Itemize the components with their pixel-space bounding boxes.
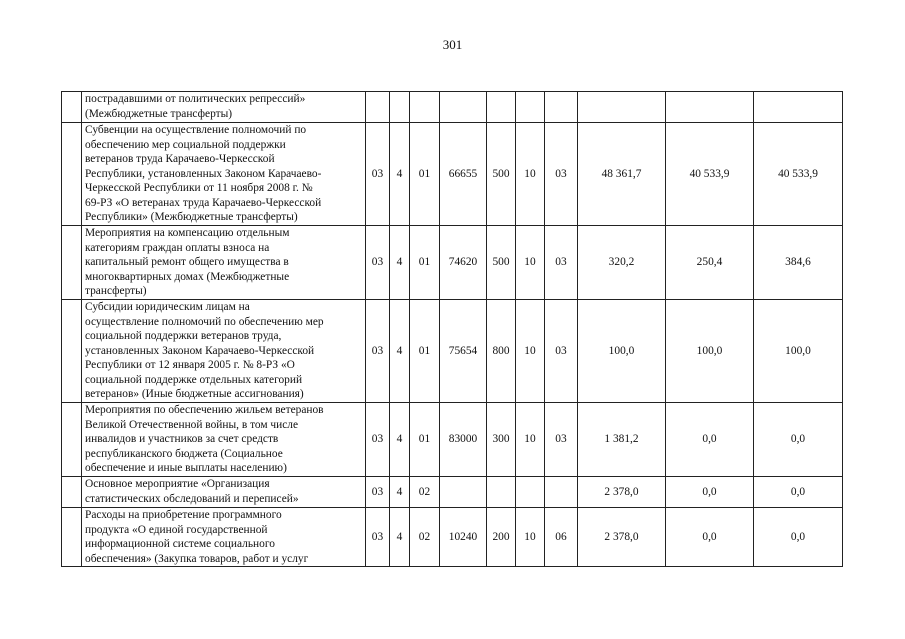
description-line: трансферты): [85, 285, 147, 297]
description-cell: [82, 477, 366, 508]
code-subprogram-cell: 02: [410, 477, 440, 508]
code-section-cell: 03: [366, 508, 390, 567]
code-program-cell: 4: [390, 226, 410, 300]
amount-year-1-cell: 48 361,7: [578, 123, 666, 226]
amount-year-3-cell: [754, 92, 843, 123]
description-line: пострадавшими от политических репрессий»: [85, 93, 306, 105]
amount-year-3-cell: 384,6: [754, 226, 843, 300]
description-line: ветеранов» (Иные бюджетные ассигнования): [85, 388, 304, 400]
code-direction-cell: 66655: [440, 123, 487, 226]
code-chapter-cell: 10: [516, 226, 545, 300]
table-row: [62, 508, 843, 567]
description-line: продукта «О единой государственной: [85, 523, 268, 536]
amount-year-2-cell: 0,0: [666, 477, 754, 508]
amount-year-1-cell: [578, 92, 666, 123]
code-program-cell: 4: [390, 300, 410, 403]
description-line: Республики» (Межбюджетные трансферты): [85, 211, 298, 223]
code-direction-cell: 74620: [440, 226, 487, 300]
amount-year-2-cell: 0,0: [666, 403, 754, 477]
description-line: обеспечению мер социальной поддержки: [85, 138, 286, 151]
description-line: многоквартирных домах (Межбюджетные: [85, 270, 290, 283]
amount-year-1-cell: 100,0: [578, 300, 666, 403]
code-expense-type-cell: 200: [487, 508, 516, 567]
amount-year-2-cell: 250,4: [666, 226, 754, 300]
code-expense-type-cell: [487, 477, 516, 508]
code-section-cell: 03: [366, 226, 390, 300]
description-line: категориям граждан оплаты взноса на: [85, 241, 270, 254]
code-program-cell: 4: [390, 477, 410, 508]
row-number-cell: [62, 403, 82, 477]
code-direction-cell: [440, 92, 487, 123]
description-line: статистических обследований и переписей»: [85, 492, 299, 505]
code-expense-type-cell: 300: [487, 403, 516, 477]
code-subprogram-cell: 02: [410, 508, 440, 567]
amount-year-2-cell: 100,0: [666, 300, 754, 403]
description-cell: [82, 403, 366, 477]
description-line: социальной поддержке отдельных категорий: [85, 373, 303, 386]
code-direction-cell: 83000: [440, 403, 487, 477]
description-line: осуществление полномочий по обеспечению мер: [85, 315, 324, 328]
code-subsection-cell: 03: [545, 300, 578, 403]
table-row: [62, 92, 843, 123]
code-program-cell: 4: [390, 508, 410, 567]
description-line: капитальный ремонт общего имущества в: [85, 256, 289, 268]
amount-year-2-cell: [666, 92, 754, 123]
row-number-cell: [62, 92, 82, 123]
description-line: Субвенции на осуществление полномочий по: [85, 124, 307, 136]
description-line: Республики, установленных Законом Карачаево-: [85, 167, 322, 180]
description-line: установленных Законом Карачаево-Черкесской: [85, 344, 315, 357]
row-number-cell: [62, 123, 82, 226]
code-program-cell: [390, 92, 410, 123]
table-body: [62, 92, 843, 567]
code-subprogram-cell: 01: [410, 403, 440, 477]
amount-year-2-cell: 0,0: [666, 508, 754, 567]
code-subsection-cell: [545, 92, 578, 123]
description-cell: [82, 92, 366, 123]
amount-year-1-cell: 2 378,0: [578, 508, 666, 567]
description-cell: [82, 226, 366, 300]
code-chapter-cell: 10: [516, 403, 545, 477]
code-section-cell: 03: [366, 477, 390, 508]
code-direction-cell: 75654: [440, 300, 487, 403]
description-line: Черкесской Республики от 11 ноября 2008 г. №: [85, 182, 313, 194]
table-row: [62, 403, 843, 477]
code-subprogram-cell: [410, 92, 440, 123]
description-cell: [82, 123, 366, 226]
description-cell: [82, 300, 366, 403]
description-line: Республики от 12 января 2005 г. № 8-РЗ «О: [85, 359, 295, 371]
code-subsection-cell: 03: [545, 123, 578, 226]
code-subsection-cell: 03: [545, 226, 578, 300]
description-line: обеспечение и иные выплаты населению): [85, 462, 287, 474]
amount-year-1-cell: 1 381,2: [578, 403, 666, 477]
code-program-cell: 4: [390, 403, 410, 477]
description-line: информационной системе социального: [85, 538, 275, 550]
code-chapter-cell: [516, 477, 545, 508]
description-line: инвалидов и участников за счет средств: [85, 433, 279, 445]
code-chapter-cell: [516, 92, 545, 123]
amount-year-3-cell: 0,0: [754, 477, 843, 508]
code-direction-cell: [440, 477, 487, 508]
code-section-cell: 03: [366, 300, 390, 403]
code-chapter-cell: 10: [516, 123, 545, 226]
code-subprogram-cell: 01: [410, 123, 440, 226]
description-line: Субсидии юридическим лицам на: [85, 301, 250, 313]
table-row: [62, 123, 843, 226]
description-line: обеспечения» (Закупка товаров, работ и услуг: [85, 552, 309, 565]
code-expense-type-cell: 500: [487, 123, 516, 226]
amount-year-2-cell: 40 533,9: [666, 123, 754, 226]
code-expense-type-cell: 800: [487, 300, 516, 403]
amount-year-1-cell: 2 378,0: [578, 477, 666, 508]
budget-table: [61, 91, 843, 567]
amount-year-1-cell: 320,2: [578, 226, 666, 300]
amount-year-3-cell: 0,0: [754, 403, 843, 477]
description-line: Основное мероприятие «Организация: [85, 478, 270, 490]
description-line: республиканского бюджета (Социальное: [85, 447, 283, 460]
code-section-cell: 03: [366, 403, 390, 477]
code-expense-type-cell: [487, 92, 516, 123]
page-number: 301: [442, 37, 463, 52]
code-subprogram-cell: 01: [410, 300, 440, 403]
row-number-cell: [62, 300, 82, 403]
description-line: Мероприятия по обеспечению жильем ветеранов: [85, 404, 324, 416]
code-expense-type-cell: 500: [487, 226, 516, 300]
description-line: социальной поддержки ветеранов труда,: [85, 330, 282, 342]
amount-year-3-cell: 40 533,9: [754, 123, 843, 226]
row-number-cell: [62, 477, 82, 508]
description-line: Мероприятия на компенсацию отдельным: [85, 227, 290, 239]
code-chapter-cell: 10: [516, 508, 545, 567]
description-line: ветеранов труда Карачаево-Черкесской: [85, 153, 275, 165]
code-subprogram-cell: 01: [410, 226, 440, 300]
code-direction-cell: 10240: [440, 508, 487, 567]
table-row: [62, 226, 843, 300]
code-section-cell: 03: [366, 123, 390, 226]
table-row: [62, 477, 843, 508]
code-section-cell: [366, 92, 390, 123]
amount-year-3-cell: 0,0: [754, 508, 843, 567]
row-number-cell: [62, 226, 82, 300]
description-line: (Межбюджетные трансферты): [85, 107, 233, 120]
description-cell: [82, 508, 366, 567]
code-subsection-cell: 03: [545, 403, 578, 477]
description-line: 69-РЗ «О ветеранах труда Карачаево-Черкесской: [85, 196, 322, 209]
code-subsection-cell: [545, 477, 578, 508]
row-number-cell: [62, 508, 82, 567]
description-line: Расходы на приобретение программного: [85, 509, 282, 521]
code-program-cell: 4: [390, 123, 410, 226]
code-subsection-cell: 06: [545, 508, 578, 567]
code-chapter-cell: 10: [516, 300, 545, 403]
table-row: [62, 300, 843, 403]
description-line: Великой Отечественной войны, в том числе: [85, 418, 299, 431]
amount-year-3-cell: 100,0: [754, 300, 843, 403]
